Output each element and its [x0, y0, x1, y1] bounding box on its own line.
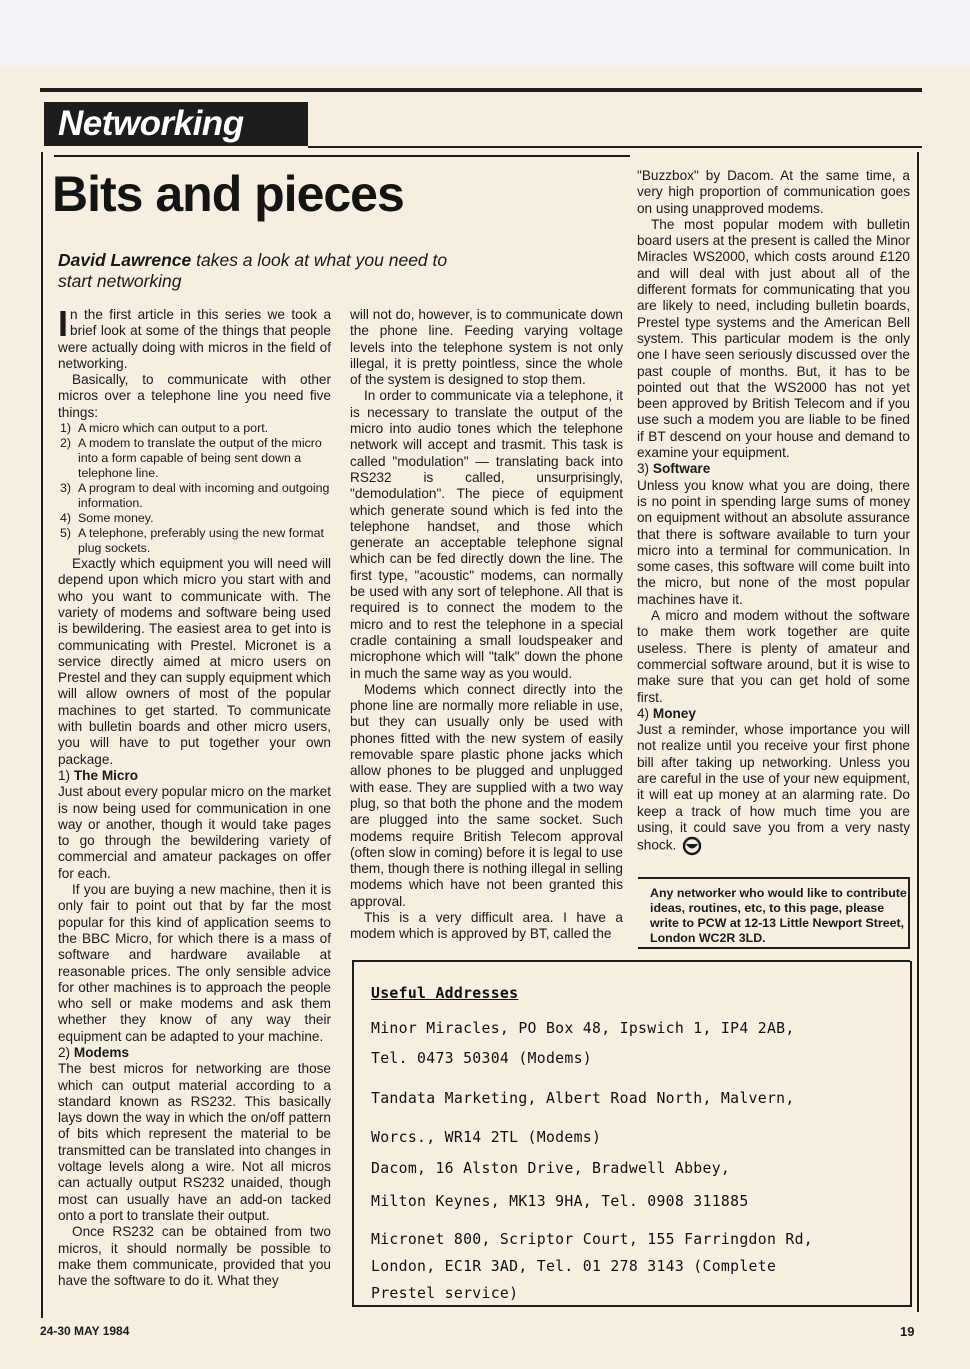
requirements-list: [58, 421, 331, 556]
end-mark-icon: [682, 836, 702, 856]
list-item: 2) A modem to translate the output of the micro into a form capable of being sent down a telephone line.: [60, 436, 322, 481]
address-line: London, EC1R 3AD, Tel. 01 278 3143 (Complete: [371, 1258, 777, 1275]
paragraph: Exactly which equipment you will need will depend upon which micro you start with and who you want to communicate with. The variety of modems and software being used is bewildering. The easiest area to get into is communicating with Prestel. Micronet is a service directly aimed at micro users on Prestel and they can supply equipment which will allow owners of most of the popular machines to get started. To communicate with bulletin boards and other micro users, you will have to put together your own package.: [58, 556, 331, 767]
callout-text: Any networker who would like to contribute ideas, routines, etc, to this page, please write to PCW at 12-13 Little Newport Street, London WC2R 3LD.: [650, 886, 907, 945]
paragraph: Once RS232 can be obtained from two micros, it should normally be possible to make them communicate, provided that you have the software to do it. What they: [58, 1224, 331, 1289]
address-line: Tel. 0473 50304 (Modems): [371, 1050, 593, 1067]
paragraph: The most popular modem with bulletin board users at the present is called the Minor Miracles WS2000, which costs around £120 and will deal with just about all of the different formats for communicating that you are likely to need, including bulletin boards, Prestel type systems and the American Bell system. This particular modem is the only one I have seen seriously discussed over the past couple of months. But, it has to be pointed out that the WS2000 has not yet been approved by British Telecom and if you use such a modem you are liable to be fined if BT descend on your house and demand to examine your equipment.: [637, 216, 910, 461]
paragraph: If you are buying a new machine, then it is only fair to point out that by far the most popular for this kind of application seems to the BBC Micro, for which there is a mass of software and hardware available at reasonable prices. The only sensible advice for other machines is to approach the people who sell or make modems and ask them whether they know of any way their equipment can be adapted to your machine.: [58, 882, 331, 1044]
paragraph: This is a very difficult area. I have a modem which is approved by BT, called the: [350, 909, 623, 942]
list-item: 1) A micro which can output to a port.: [60, 421, 269, 436]
paragraph: The best micros for networking are those which can output material according to a standard known as RS232. This basically lays down the way in which the on/off pattern of bits which represent the material to be transmitted can be translated into changes in voltage levels along a wire. Not all micros can actually output RS232 unaided, though most can usually have an add-on tacked onto a port to translate their output.: [58, 1061, 331, 1223]
left-rule: [41, 152, 43, 1318]
right-rule: [917, 152, 919, 1312]
paragraph: will not do, however, is to communicate down the phone line. Feeding varying voltage levels into the telephone system is not only illegal, it is pretty pointless, since the whole of the system is designed to stop them.: [350, 307, 623, 388]
subheading-modems: 2) Modems: [58, 1044, 130, 1060]
page-number: 19: [900, 1324, 915, 1339]
paragraph: "Buzzbox" by Dacom. At the same time, a very high proportion of communication goes on using unapproved modems.: [637, 168, 910, 216]
list-item: 5) A telephone, preferably using the new format plug sockets.: [60, 526, 324, 556]
paragraph: Just a reminder, whose importance you will not realize until you receive your first phone bill after taking up networking. Unless you are careful in the use of your new equipment, it will eat up money at an alarming rate. Do keep a track of how much time you are using, it could save you from a very nasty shock.: [637, 722, 910, 856]
banner-rule: [308, 146, 922, 148]
paragraph: A micro and modem without the software to make them work together are quite useless. There is plenty of amateur and commercial software around, but it is wise to make sure that you can get hold of some first.: [637, 608, 910, 705]
address-line: Minor Miracles, PO Box 48, Ipswich 1, IP4 2AB,: [371, 1020, 795, 1037]
paragraph: Just about every popular micro on the market is now being used for communication in one way or another, though it would take pages to go through the bewildering variety of commercial and amateur packages on offer for each.: [58, 784, 331, 881]
author-name: David Lawrence: [58, 250, 192, 270]
section-banner: Networking: [44, 102, 308, 146]
issue-date: 24-30 MAY 1984: [40, 1324, 130, 1338]
article-title: Bits and pieces: [52, 166, 404, 222]
column-1: [58, 303, 331, 1289]
scan-margin: [0, 0, 970, 66]
subheading-micro: 1) The Micro: [58, 767, 139, 783]
subheading-software: 3) Software: [637, 461, 711, 477]
list-item: 3) A program to deal with incoming and outgoing information.: [60, 481, 330, 511]
column-3: [637, 168, 910, 856]
list-item: 4) Some money.: [60, 511, 154, 526]
standfirst: [58, 250, 478, 292]
standfirst-text: takes a look at what you need to start networking: [58, 250, 448, 291]
address-line: Prestel service): [371, 1285, 519, 1302]
addresses-title: Useful Addresses: [371, 985, 519, 1002]
headline-rule: [54, 155, 630, 157]
address-line: Tandata Marketing, Albert Road North, Malvern,: [371, 1090, 795, 1107]
paragraph: Unless you know what you are doing, there is no point in spending large sums of money on equipment without an absolute assurance that there is software available to turn your micro into a terminal for communication. In some cases, this software will come built into the micro, but none of the most popular machines have it.: [637, 477, 910, 607]
subheading-money: 4) Money: [637, 705, 696, 721]
address-line: Milton Keynes, MK13 9HA, Tel. 0908 311885: [371, 1193, 749, 1210]
drop-cap: I: [58, 303, 69, 344]
address-line: Dacom, 16 Alston Drive, Bradwell Abbey,: [371, 1160, 731, 1177]
address-line: Worcs., WR14 2TL (Modems): [371, 1129, 602, 1146]
top-rule: [40, 88, 922, 92]
paragraph: In the first article in this series we took a brief look at some of the things that people were actually doing with micros in the field of networking.: [58, 303, 331, 371]
paragraph: In order to communicate via a telephone, it is necessary to translate the output of the micro into audio tones which the telephone network will accept and trasmit. This task is called "modulation" — translating back into RS232 is called, unsurprisingly, "demodulation". The piece of equipment which generate sound which is fed into the telephone handset, and those which generate an acceptable telephone signal which can be fed directly down the line. The first type, "acoustic" modems, can normally be used with any sort of telephone. All that is required is to connect the modem to the micro and to rest the telephone in a special cradle containing a small loudspeaker and microphone which will "talk" down the phone in much the same way as you would.: [350, 388, 623, 681]
address-line: Micronet 800, Scriptor Court, 155 Farringdon Rd,: [371, 1231, 814, 1248]
column-2: [350, 307, 623, 943]
paragraph: Modems which connect directly into the phone line are normally more reliable in use, but they can usually only be used with phones fitted with the new system of easily removable spare plastic phone jacks which allow phones to be plugged and unplugged with ease. They are supplied with a two way plug, so that both the phone and the modem are plugged into the same socket. Such modems require British Telecom approval (often slow in coming) before it is legal to use them, though there is nothing illegal in selling modems which have not been granted this approval.: [350, 681, 623, 909]
paragraph: Basically, to communicate with other micros over a telephone line you need five things:: [58, 372, 331, 420]
